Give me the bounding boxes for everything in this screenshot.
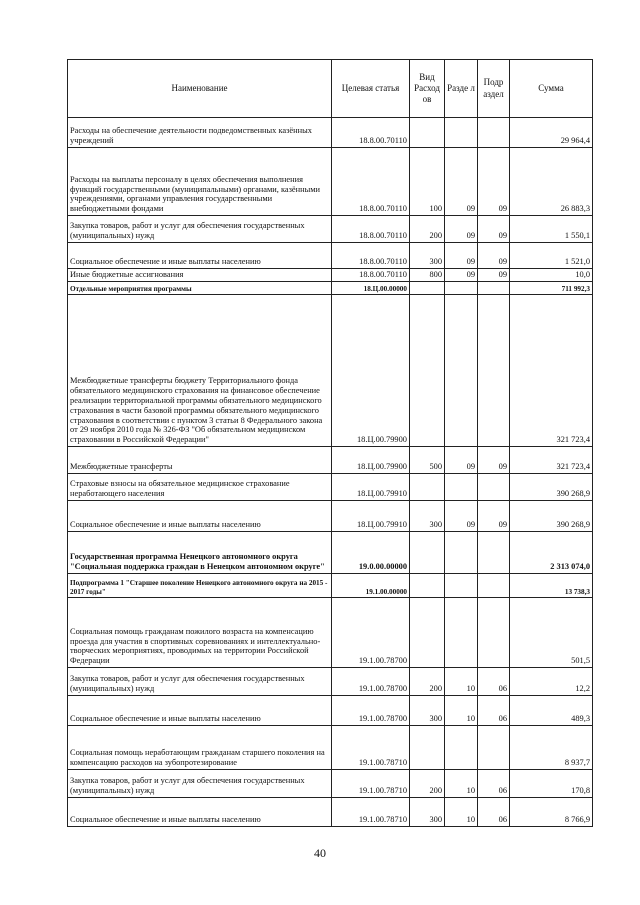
row-code: 18.Ц.00.79900 bbox=[332, 295, 410, 447]
table-row bbox=[68, 668, 593, 696]
row-razdel bbox=[445, 726, 478, 770]
table-row bbox=[68, 726, 593, 770]
table-row bbox=[68, 474, 593, 501]
row-podrazdel bbox=[478, 474, 510, 501]
row-name: Подпрограмма 1 "Старшее поколение Ненецкого автономного округа на 2015 - 2017 годы" bbox=[68, 574, 332, 598]
header-target: Целевая статья bbox=[332, 60, 410, 118]
row-vid: 300 bbox=[410, 243, 445, 269]
row-name: Иные бюджетные ассигнования bbox=[68, 269, 332, 282]
table-row bbox=[68, 282, 593, 295]
budget-table bbox=[67, 59, 593, 827]
row-code: 19.1.00.78710 bbox=[332, 798, 410, 827]
header-subsection: Подр аздел bbox=[478, 60, 510, 118]
row-sum: 390 268,9 bbox=[510, 501, 593, 532]
row-vid: 200 bbox=[410, 216, 445, 243]
row-vid: 100 bbox=[410, 148, 445, 216]
row-name: Государственная программа Ненецкого автономного округа "Социальная поддержка граждан в Ненецком автономном округе" bbox=[68, 532, 332, 574]
row-razdel bbox=[445, 574, 478, 598]
header-sum: Сумма bbox=[510, 60, 593, 118]
row-sum: 13 738,3 bbox=[510, 574, 593, 598]
table-row bbox=[68, 118, 593, 148]
row-code: 18.8.00.70110 bbox=[332, 118, 410, 148]
row-code: 18.8.00.70110 bbox=[332, 148, 410, 216]
row-podrazdel: 09 bbox=[478, 269, 510, 282]
row-sum: 321 723,4 bbox=[510, 447, 593, 474]
table-row bbox=[68, 269, 593, 282]
row-sum: 2 313 074,0 bbox=[510, 532, 593, 574]
row-code: 18.8.00.70110 bbox=[332, 243, 410, 269]
row-sum: 1 550,1 bbox=[510, 216, 593, 243]
row-vid bbox=[410, 118, 445, 148]
row-code: 18.Ц.00.79900 bbox=[332, 447, 410, 474]
row-name: Социальная помощь гражданам пожилого возраста на компенсацию проезда для участия в спортивных соревнованиях и интеллектуально-творческих мероприятиях, проводимых на территории Российской Федерации bbox=[68, 598, 332, 668]
row-sum: 29 964,4 bbox=[510, 118, 593, 148]
row-razdel bbox=[445, 282, 478, 295]
header-kind: Вид Расход ов bbox=[410, 60, 445, 118]
table-row bbox=[68, 798, 593, 827]
row-sum: 321 723,4 bbox=[510, 295, 593, 447]
table-row bbox=[68, 501, 593, 532]
row-code: 18.Ц.00.00000 bbox=[332, 282, 410, 295]
row-sum: 10,0 bbox=[510, 269, 593, 282]
table-row bbox=[68, 148, 593, 216]
row-razdel: 10 bbox=[445, 696, 478, 726]
row-vid: 200 bbox=[410, 770, 445, 798]
row-name: Закупка товаров, работ и услуг для обеспечения государственных (муниципальных) нужд bbox=[68, 668, 332, 696]
row-sum: 8 766,9 bbox=[510, 798, 593, 827]
table-row bbox=[68, 770, 593, 798]
row-podrazdel bbox=[478, 295, 510, 447]
row-razdel: 10 bbox=[445, 668, 478, 696]
row-name: Межбюджетные трансферты bbox=[68, 447, 332, 474]
row-podrazdel bbox=[478, 598, 510, 668]
row-name: Социальное обеспечение и иные выплаты населению bbox=[68, 696, 332, 726]
row-razdel bbox=[445, 118, 478, 148]
row-podrazdel bbox=[478, 574, 510, 598]
row-name: Закупка товаров, работ и услуг для обеспечения государственных (муниципальных) нужд bbox=[68, 216, 332, 243]
row-podrazdel: 09 bbox=[478, 148, 510, 216]
row-code: 18.8.00.70110 bbox=[332, 216, 410, 243]
row-sum: 170,8 bbox=[510, 770, 593, 798]
row-vid bbox=[410, 598, 445, 668]
row-podrazdel bbox=[478, 282, 510, 295]
row-podrazdel: 06 bbox=[478, 798, 510, 827]
header-name: Наименование bbox=[68, 60, 332, 118]
row-name: Расходы на обеспечение деятельности подведомственных казённых учреждений bbox=[68, 118, 332, 148]
row-razdel: 09 bbox=[445, 243, 478, 269]
row-code: 19.1.00.78700 bbox=[332, 668, 410, 696]
row-podrazdel bbox=[478, 118, 510, 148]
row-podrazdel bbox=[478, 726, 510, 770]
table-row bbox=[68, 216, 593, 243]
row-code: 19.1.00.00000 bbox=[332, 574, 410, 598]
row-name: Страховые взносы на обязательное медицинское страхование неработающего населения bbox=[68, 474, 332, 501]
row-name: Социальное обеспечение и иные выплаты населению bbox=[68, 243, 332, 269]
row-name: Отдельные мероприятия программы bbox=[68, 282, 332, 295]
table-row bbox=[68, 696, 593, 726]
row-vid bbox=[410, 574, 445, 598]
row-razdel: 09 bbox=[445, 447, 478, 474]
row-vid: 800 bbox=[410, 269, 445, 282]
row-razdel bbox=[445, 295, 478, 447]
row-podrazdel bbox=[478, 532, 510, 574]
row-razdel: 09 bbox=[445, 148, 478, 216]
row-sum: 26 883,3 bbox=[510, 148, 593, 216]
row-code: 18.Ц.00.79910 bbox=[332, 501, 410, 532]
table-row bbox=[68, 243, 593, 269]
row-name: Расходы на выплаты персоналу в целях обеспечения выполнения функций государственными (муниципальными) органами, казёнными учреждениями, органами управления государственными внебюджетными фондами bbox=[68, 148, 332, 216]
row-name: Социальная помощь неработающим гражданам старшего поколения на компенсацию расходов на зубопротезирование bbox=[68, 726, 332, 770]
row-code: 19.1.00.78710 bbox=[332, 726, 410, 770]
row-vid bbox=[410, 726, 445, 770]
row-code: 19.0.00.00000 bbox=[332, 532, 410, 574]
row-podrazdel: 06 bbox=[478, 668, 510, 696]
header-section: Разде л bbox=[445, 60, 478, 118]
row-vid: 200 bbox=[410, 668, 445, 696]
row-podrazdel: 09 bbox=[478, 243, 510, 269]
row-name: Социальное обеспечение и иные выплаты населению bbox=[68, 501, 332, 532]
row-razdel: 10 bbox=[445, 770, 478, 798]
row-sum: 501,5 bbox=[510, 598, 593, 668]
row-code: 18.8.00.70110 bbox=[332, 269, 410, 282]
table-row bbox=[68, 598, 593, 668]
row-razdel: 10 bbox=[445, 798, 478, 827]
row-name: Закупка товаров, работ и услуг для обеспечения государственных (муниципальных) нужд bbox=[68, 770, 332, 798]
row-podrazdel: 06 bbox=[478, 696, 510, 726]
table-row bbox=[68, 447, 593, 474]
row-vid bbox=[410, 282, 445, 295]
row-podrazdel: 09 bbox=[478, 447, 510, 474]
row-code: 18.Ц.00.79910 bbox=[332, 474, 410, 501]
row-name: Межбюджетные трансферты бюджету Территориального фонда обязательного медицинского страхования на финансовое обеспечение реализации территориальной программы обязательного медицинского страхования в части базовой программы обязательного медицинского страхования в соответствии с пунктом 3 статьи 8 Федерального закона от 29 ноября 2010 года № 326-ФЗ "Об обязательном медицинском страховании в Российской Федерации" bbox=[68, 295, 332, 447]
row-sum: 8 937,7 bbox=[510, 726, 593, 770]
row-name: Социальное обеспечение и иные выплаты населению bbox=[68, 798, 332, 827]
row-vid bbox=[410, 474, 445, 501]
row-razdel: 09 bbox=[445, 216, 478, 243]
row-podrazdel: 09 bbox=[478, 501, 510, 532]
row-razdel bbox=[445, 532, 478, 574]
table-row bbox=[68, 574, 593, 598]
row-code: 19.1.00.78700 bbox=[332, 598, 410, 668]
row-vid bbox=[410, 295, 445, 447]
row-razdel bbox=[445, 474, 478, 501]
row-vid: 300 bbox=[410, 501, 445, 532]
row-razdel bbox=[445, 598, 478, 668]
row-razdel: 09 bbox=[445, 269, 478, 282]
row-vid: 300 bbox=[410, 696, 445, 726]
row-code: 19.1.00.78710 bbox=[332, 770, 410, 798]
row-razdel: 09 bbox=[445, 501, 478, 532]
row-vid: 300 bbox=[410, 798, 445, 827]
row-vid: 500 bbox=[410, 447, 445, 474]
row-podrazdel: 06 bbox=[478, 770, 510, 798]
row-sum: 1 521,0 bbox=[510, 243, 593, 269]
row-sum: 390 268,9 bbox=[510, 474, 593, 501]
row-podrazdel: 09 bbox=[478, 216, 510, 243]
row-sum: 711 992,3 bbox=[510, 282, 593, 295]
table-header-row bbox=[68, 60, 593, 118]
page-number: 40 bbox=[314, 846, 326, 860]
row-sum: 12,2 bbox=[510, 668, 593, 696]
row-sum: 489,3 bbox=[510, 696, 593, 726]
table-row bbox=[68, 532, 593, 574]
row-code: 19.1.00.78700 bbox=[332, 696, 410, 726]
table-row bbox=[68, 295, 593, 447]
row-vid bbox=[410, 532, 445, 574]
